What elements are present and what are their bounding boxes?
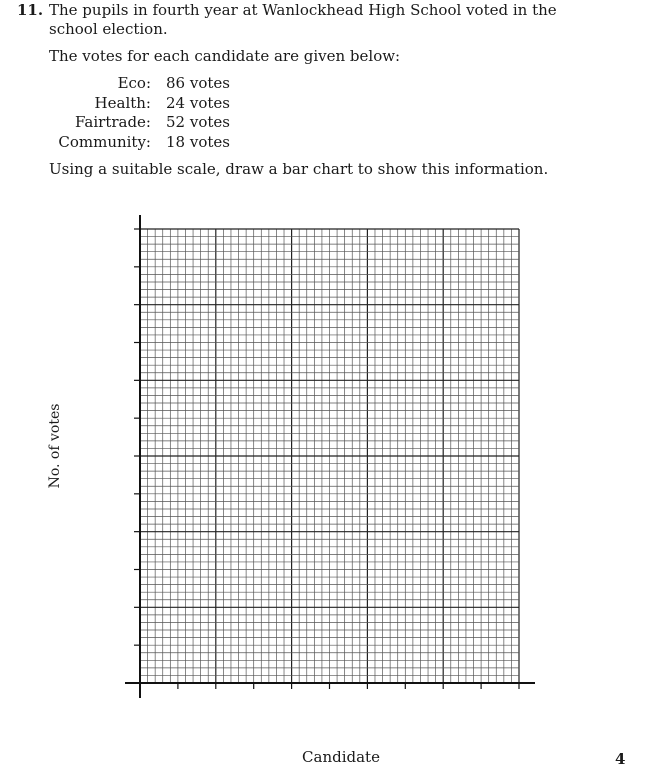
candidate-name: Community: xyxy=(58,133,151,152)
instruction-text: Using a suitable scale, draw a bar chart to show this information. xyxy=(49,160,549,178)
candidate-votes: 86 votes xyxy=(166,74,230,92)
votes-intro: The votes for each candidate are given below: xyxy=(49,47,401,65)
x-axis-label: Candidate xyxy=(302,748,380,766)
question-text: The pupils in fourth year at Wanlockhead High School voted in the school election. xyxy=(49,1,557,38)
candidate-name: Health: xyxy=(94,93,151,112)
candidate-name: Fairtrade: xyxy=(75,113,151,132)
candidate-votes: 52 votes xyxy=(166,113,230,132)
question-number: 11. xyxy=(17,1,44,19)
candidate-votes: 18 votes xyxy=(166,133,230,152)
candidate-name: Eco: xyxy=(117,74,151,92)
marks-value: 4 xyxy=(615,750,626,768)
candidate-votes: 24 votes xyxy=(166,93,230,112)
y-axis-label: No. of votes xyxy=(47,403,63,489)
